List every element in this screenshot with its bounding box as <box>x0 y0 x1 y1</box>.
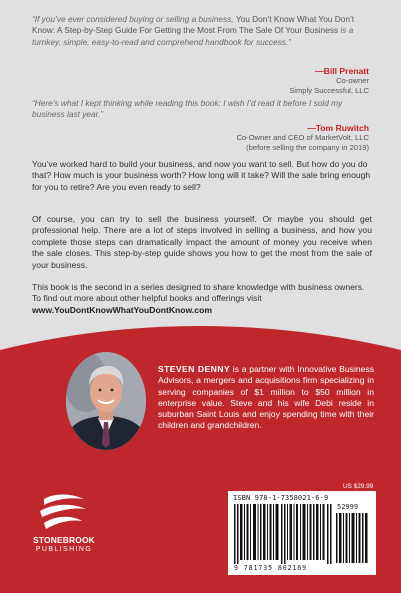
body-paragraph-3 <box>32 282 372 316</box>
testimonial-2: “Here’s what I kept thinking while reading this book: I wish I’d read it before I sold my business last year.” <box>32 98 343 120</box>
body-paragraph-2: Of course, you can try to sell the business yourself. Or maybe you should get professional help. There are a lot of steps involved in selling a business, and how you complete those steps can dramatically impact the amount of money you receive when the sale closes. This step-by-step guide shows you how to get the most from the sale of your business. <box>32 214 372 270</box>
author-photo <box>66 352 146 450</box>
author-bio-text: is a partner with Innovative Business Advisors, a mergers and acquisitions firm specializing in serving companies of $1 million to $50 million in enterprise value. Steve and his wife Debi reside in suburban Saint Louis and enjoy spending time with their children and grandchildren. <box>158 364 374 431</box>
testimonial-2-attribution <box>236 123 369 153</box>
testimonial-2-note: (before selling the company in 2019) <box>246 143 369 152</box>
barcode-supplement-text: 52999 <box>337 503 359 511</box>
body-paragraph-3-text: This book is the second in a series designed to share knowledge with business owners. To find out more about other helpful books and offerings visit <box>32 282 365 304</box>
testimonial-1-book-title: You Don’t Know What You Don’t Know: A Step-by-Step Guide For Getting the Most From The Sale Of Your Business <box>32 14 355 36</box>
testimonial-1-author: —Bill Prenatt <box>315 66 369 76</box>
publisher-name: STONEBROOK <box>33 535 95 545</box>
stonebrook-logo-icon <box>38 491 90 533</box>
publisher-subtitle: PUBLISHING <box>35 546 93 553</box>
testimonial-1-company: Simply Successful, LLC <box>289 86 369 95</box>
body-paragraph-1: You’ve worked hard to build your business, and now you want to sell. But how do you do that? How much is your business worth? How long will it take? Will the sale bring enough for you to retire? Are you even ready to sell? <box>32 159 371 192</box>
isbn-barcode <box>228 491 376 575</box>
testimonial-1-lead: “If you’ve ever considered buying or selling a business, <box>32 14 236 24</box>
barcode-digits: 9 781735 802169 <box>234 564 308 572</box>
barcode-supplement-bars <box>336 513 370 563</box>
testimonial-1-role: Co-owner <box>336 76 369 85</box>
testimonial-1 <box>32 14 372 48</box>
isbn-text: ISBN 978-1-7358021-6-9 <box>233 493 329 502</box>
publisher-logo <box>22 491 94 571</box>
author-bio <box>158 364 374 432</box>
testimonial-1-tail: is a turnkey, simple, easy-to-read and comprehend handbook for success.” <box>32 25 354 47</box>
testimonial-2-author: —Tom Ruwitch <box>307 123 369 133</box>
price-label: US $29.99 <box>343 483 374 490</box>
author-name: STEVEN DENNY <box>158 364 231 374</box>
website-link[interactable]: www.YouDontKnowWhatYouDontKnow.com <box>32 304 212 315</box>
testimonial-2-role: Co-Owner and CEO of MarketVolt, LLC <box>236 133 369 142</box>
testimonial-1-attribution <box>289 66 369 96</box>
barcode-bars <box>234 504 332 564</box>
